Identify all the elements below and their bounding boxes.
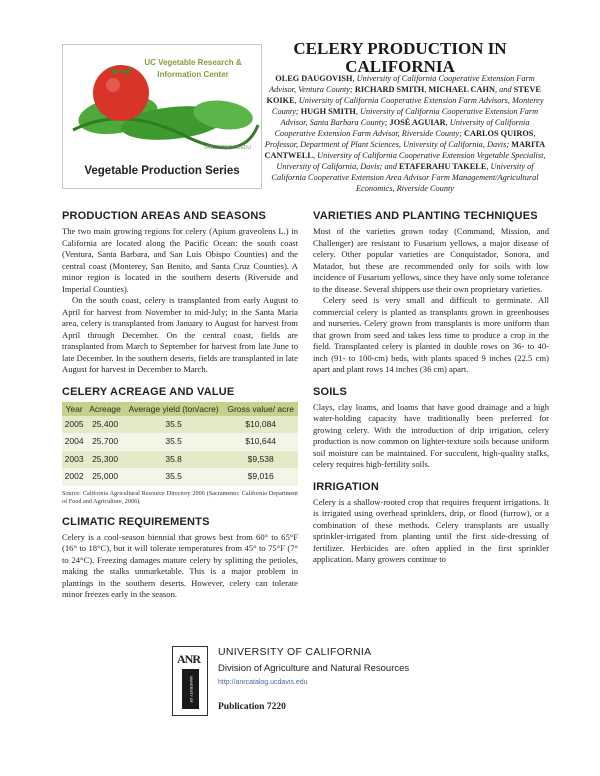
cell-acreage: 25,300 — [86, 451, 124, 469]
right-column — [313, 210, 549, 566]
anr-logo-icon — [172, 646, 208, 716]
anr-seal: UNIVERSITY OF CALIFORNIA — [182, 669, 199, 709]
table-header-year: Year — [62, 402, 86, 416]
soils-paragraph: Clays, clay loams, and loams that have good drainage and a high water-holding capacity have traditionally been preferred for growing celery. With the introduction of drip irrigation, celery production is now common on lighter-texture soils because uniform soil moisture can be maintained. For succulent, high-quality stalks, celery requires high-fertility soils. — [313, 401, 549, 469]
author-name: MICHAEL CAHN — [428, 85, 495, 94]
irrigation-paragraph: Celery is a shallow-rooted crop that requires frequent irrigations. It is irrigated using overhead sprinklers, drip, or flood (furrow), or a combination of these methods. Celery transplants are usually sprinkler-irrigated from planting until the first side-dressing of fertilizer. Herbicides are often applied in the first sprinkler application. Many growers continue to — [313, 496, 549, 564]
table-heading: CELERY ACREAGE AND VALUE — [62, 385, 235, 398]
production-paragraph-1: The two main growing regions for celery (Apium graveolens L.) in California are located along the Pacific Ocean: the south coast (Ventura, Santa Barbara, and San Luis Obispo Counties) and the central coast (Monterey, San Benito, and Santa Cruz Counties). A minor region is located in the southern deserts (Riverside and Imperial Counties). — [62, 226, 298, 294]
irrigation-heading: IRRIGATION — [313, 480, 379, 493]
publication-number: Publication 7220 — [218, 702, 286, 712]
author-affiliation: , Professor, Department of Plant Sciences, University of California, Davis; — [264, 129, 536, 149]
table-row — [62, 416, 298, 434]
table-header-value: Gross value/ acre — [223, 402, 298, 416]
left-column — [62, 210, 298, 601]
acreage-table — [62, 402, 298, 486]
author-name: STEVE KOIKE — [266, 85, 541, 105]
climatic-paragraph: Celery is a cool-season biennial that grows best from 60° to 65°F (16° to 18°C), but it will tolerate temperatures from 45° to 75°F (7° to 24°C). Freezing damages mature celery by splitting the petioles, making the stalks unmarketable. This is a major problem in plantings in the southern deserts. However, celery can tolerate minor freezes early in the season. — [62, 531, 298, 599]
cell-acreage: 25,700 — [86, 433, 124, 451]
author-name: RICHARD SMITH — [354, 85, 425, 94]
author-affiliation: , University of California Cooperative Extension Farm Advisors, Monterey County; — [271, 96, 544, 116]
cell-year: 2003 — [62, 451, 86, 469]
logo-center-name: UC Vegetable Research & Information Center — [144, 58, 242, 79]
author-affiliation: , University of California Cooperative Extension Area Advisor Farm Management/Agricultural Economics, Riverside County — [271, 162, 539, 193]
table-header-yield: Average yield (ton/acre) — [124, 402, 223, 416]
catalog-link[interactable]: http://anrcatalog.ucdavis.edu — [218, 679, 308, 686]
author-affiliation: , and — [495, 85, 514, 94]
table-row — [62, 433, 298, 451]
cell-yield: 35.5 — [124, 468, 223, 486]
author-name: OLEG DAUGOVISH — [275, 74, 353, 83]
cell-year: 2004 — [62, 433, 86, 451]
varieties-heading: VARIETIES AND PLANTING TECHNIQUES — [313, 210, 538, 222]
division-name: Division of Agriculture and Natural Resources — [218, 663, 410, 674]
table-row — [62, 468, 298, 486]
author-name: MARITA CANTWELL — [264, 140, 546, 160]
table-source-note: Source: California Agricultural Resource Directory 2006 (Sacramento: California Department of Food and Agriculture, 2006). — [62, 489, 298, 505]
author-name: JOSÉ AGUIAR — [389, 118, 446, 127]
cell-yield: 35.5 — [124, 433, 223, 451]
author-list — [262, 73, 548, 194]
cell-acreage: 25,400 — [86, 416, 124, 434]
series-title: Vegetable Production Series — [84, 165, 240, 177]
cell-yield: 35.5 — [124, 416, 223, 434]
anr-letters: ANR — [177, 652, 200, 666]
author-affiliation: , University of California Cooperative Extension Farm Advisor, Ventura County; — [269, 74, 535, 94]
production-heading: PRODUCTION AREAS AND SEASONS — [62, 210, 267, 222]
author-name: ETAFERAHU TAKELE — [398, 162, 487, 171]
author-name: HUGH SMITH — [300, 107, 356, 116]
page-title: CELERY PRODUCTION IN CALIFORNIA — [293, 39, 507, 76]
cell-year: 2002 — [62, 468, 86, 486]
cell-yield: 35.8 — [124, 451, 223, 469]
production-paragraph-2: On the south coast, celery is transplanted from early August to April for harvest from November to mid-July; in the Santa Maria area, celery is transplanted from January to August for harvest from April through December. On the central coast, fields are transplanted from March to September for harvest from late June to late December. In the southern deserts, fields are transplanted in late August for harvest in December to March. — [62, 295, 298, 374]
university-name: UNIVERSITY OF CALIFORNIA — [218, 646, 372, 658]
vric-logo-panel — [62, 44, 262, 189]
cell-acreage: 25,000 — [86, 468, 124, 486]
author-affiliation: , University of California Cooperative Extension Farm Advisor, Riverside County; — [274, 118, 530, 138]
author-affiliation: , University of California Cooperative Extension Vegetable Specialist, University of California, Davis; and — [276, 151, 546, 171]
table-row — [62, 451, 298, 469]
cell-value: $9,016 — [223, 468, 298, 486]
logo-url: VRIC.UCDAVIS.EDU — [203, 145, 251, 151]
author-affiliation: , University of California Cooperative Extension Farm Advisor, Santa Barbara County; — [280, 107, 539, 127]
author-affiliation: , — [424, 85, 429, 94]
table-header-acreage: Acreage — [86, 402, 124, 416]
varieties-paragraph-2: Celery seed is very small and difficult to germinate. All commercial celery is planted as transplants grown in greenhouses and nurseries. Celery grown from transplants is more uniform than that grown from seed and takes less time to produce a crop in the field. Transplanted celery is planted in double rows on 36- to 40-inch (91- to 100-cm) beds, with plants spaced 9 inches (22.5 cm) apart and plant rows 14 inches (36 cm) apart. — [313, 295, 549, 374]
author-name: CARLOS QUIROS — [464, 129, 534, 138]
varieties-paragraph-1: Most of the varieties grown today (Command, Mission, and Challenger) are resistant to Fusarium yellows, a major disease of celery. Other popular varieties are Conquistador, Sonora, and Matador, but these are recommended only for soils with low incidence of Fusarium yellows, since they have only some tolerance to the disease. Several shippers use their own proprietary varieties. — [313, 226, 549, 294]
soils-heading: SOILS — [313, 385, 348, 398]
cell-year: 2005 — [62, 416, 86, 434]
climatic-heading: CLIMATIC REQUIREMENTS — [62, 515, 210, 528]
cell-value: $9,538 — [223, 451, 298, 469]
cell-value: $10,644 — [223, 433, 298, 451]
cell-value: $10,084 — [223, 416, 298, 434]
